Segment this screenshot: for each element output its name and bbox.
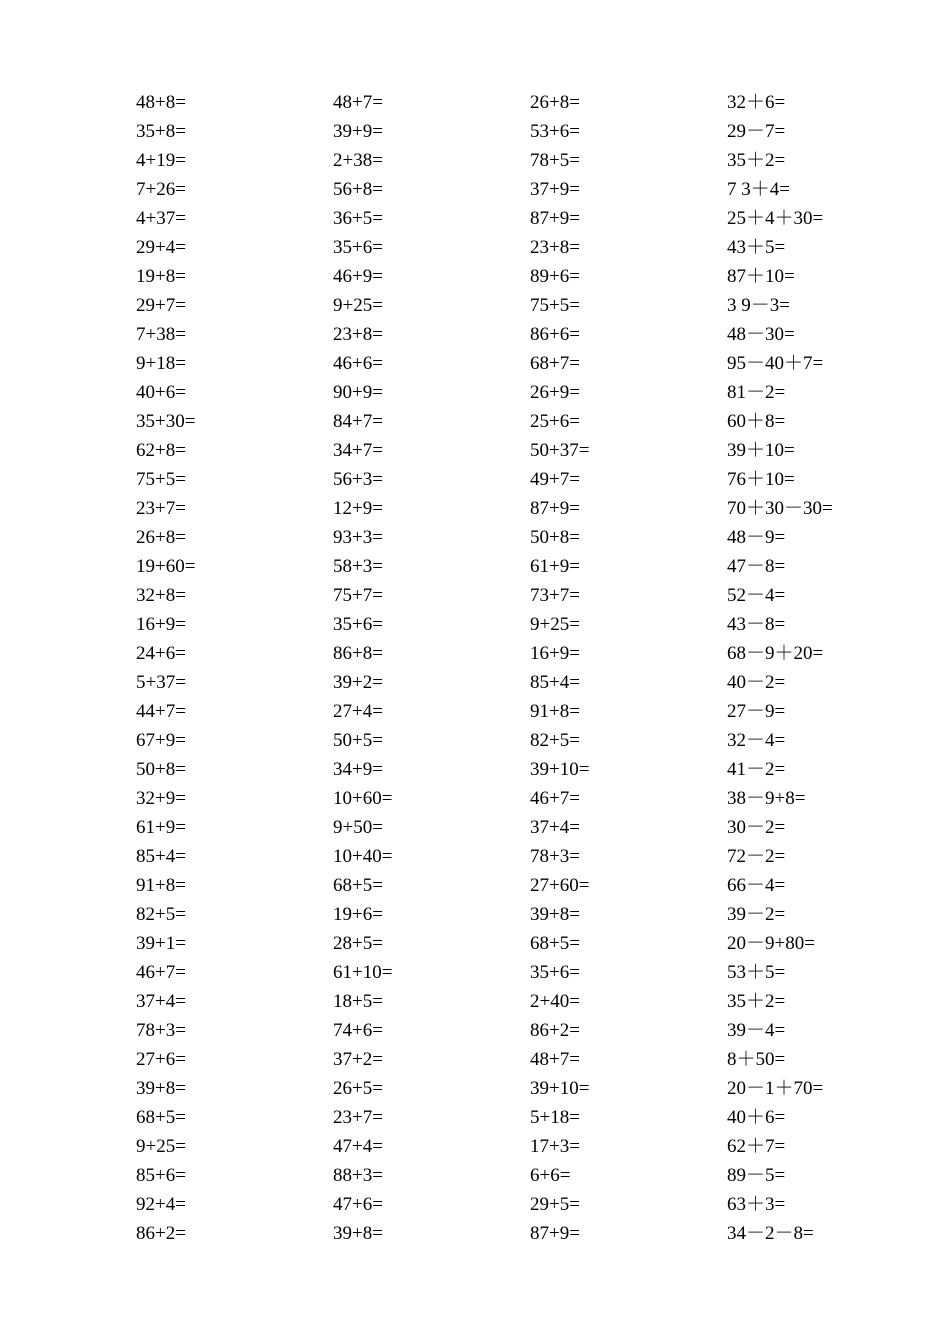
arithmetic-problem: 39+9= <box>333 121 383 142</box>
arithmetic-problem: 35+8= <box>136 121 186 142</box>
arithmetic-problem: 34－2－8= <box>727 1223 814 1244</box>
arithmetic-problem: 36+5= <box>333 208 383 229</box>
arithmetic-problem: 89－5= <box>727 1165 786 1186</box>
arithmetic-problem: 39+1= <box>136 933 186 954</box>
arithmetic-problem: 25＋4＋30= <box>727 208 824 229</box>
arithmetic-problem: 58+3= <box>333 556 383 577</box>
arithmetic-problem: 60＋8= <box>727 411 786 432</box>
arithmetic-problem: 39－2= <box>727 904 786 925</box>
arithmetic-problem: 88+3= <box>333 1165 383 1186</box>
arithmetic-problem: 4+19= <box>136 150 186 171</box>
arithmetic-problem: 86+2= <box>530 1020 580 1041</box>
arithmetic-problem: 16+9= <box>136 614 186 635</box>
arithmetic-problem: 32＋6= <box>727 92 786 113</box>
arithmetic-problem: 91+8= <box>136 875 186 896</box>
problem-column-3 <box>530 88 720 1248</box>
arithmetic-problem: 68+7= <box>530 353 580 374</box>
arithmetic-problem: 8＋50= <box>727 1049 786 1070</box>
arithmetic-problem: 86+2= <box>136 1223 186 1244</box>
arithmetic-problem: 61+9= <box>136 817 186 838</box>
arithmetic-problem: 6+6= <box>530 1165 571 1186</box>
arithmetic-problem: 40＋6= <box>727 1107 786 1128</box>
arithmetic-problem: 66－4= <box>727 875 786 896</box>
arithmetic-problem: 74+6= <box>333 1020 383 1041</box>
arithmetic-problem: 62+8= <box>136 440 186 461</box>
arithmetic-problem: 90+9= <box>333 382 383 403</box>
arithmetic-problem: 38－9+8= <box>727 788 806 809</box>
arithmetic-problem: 35+30= <box>136 411 196 432</box>
arithmetic-problem: 39＋10= <box>727 440 795 461</box>
arithmetic-problem: 95－40＋7= <box>727 353 824 374</box>
arithmetic-problem: 68－9＋20= <box>727 643 824 664</box>
arithmetic-problem: 19+6= <box>333 904 383 925</box>
arithmetic-problem: 50+37= <box>530 440 590 461</box>
arithmetic-problem: 29+5= <box>530 1194 580 1215</box>
arithmetic-problem: 37+2= <box>333 1049 383 1070</box>
arithmetic-problem: 29+7= <box>136 295 186 316</box>
arithmetic-problem: 37+4= <box>136 991 186 1012</box>
arithmetic-problem: 24+6= <box>136 643 186 664</box>
arithmetic-problem: 19+60= <box>136 556 196 577</box>
arithmetic-problem: 7+26= <box>136 179 186 200</box>
arithmetic-problem: 27+60= <box>530 875 590 896</box>
arithmetic-problem: 16+9= <box>530 643 580 664</box>
arithmetic-problem: 10+40= <box>333 846 393 867</box>
arithmetic-problem: 48－9= <box>727 527 786 548</box>
arithmetic-problem: 53＋5= <box>727 962 786 983</box>
arithmetic-problem: 56+8= <box>333 179 383 200</box>
arithmetic-problem: 7+38= <box>136 324 186 345</box>
problem-column-4 <box>727 88 917 1248</box>
arithmetic-problem: 37+4= <box>530 817 580 838</box>
arithmetic-problem: 46+6= <box>333 353 383 374</box>
arithmetic-problem: 78+3= <box>136 1020 186 1041</box>
arithmetic-problem: 39+2= <box>333 672 383 693</box>
arithmetic-problem: 76＋10= <box>727 469 795 490</box>
arithmetic-problem: 26+9= <box>530 382 580 403</box>
arithmetic-problem: 49+7= <box>530 469 580 490</box>
arithmetic-problem: 34+7= <box>333 440 383 461</box>
arithmetic-problem: 39－4= <box>727 1020 786 1041</box>
arithmetic-problem: 27+4= <box>333 701 383 722</box>
arithmetic-problem: 47－8= <box>727 556 786 577</box>
arithmetic-problem: 35+6= <box>333 614 383 635</box>
arithmetic-problem: 75+5= <box>530 295 580 316</box>
arithmetic-problem: 50+8= <box>136 759 186 780</box>
arithmetic-problem: 46+9= <box>333 266 383 287</box>
arithmetic-problem: 23+7= <box>333 1107 383 1128</box>
arithmetic-problem: 47+6= <box>333 1194 383 1215</box>
arithmetic-problem: 26+8= <box>530 92 580 113</box>
arithmetic-problem: 82+5= <box>530 730 580 751</box>
arithmetic-problem: 37+9= <box>530 179 580 200</box>
arithmetic-problem: 39+8= <box>136 1078 186 1099</box>
arithmetic-problem: 89+6= <box>530 266 580 287</box>
arithmetic-problem: 91+8= <box>530 701 580 722</box>
arithmetic-problem: 44+7= <box>136 701 186 722</box>
arithmetic-problem: 68+5= <box>136 1107 186 1128</box>
arithmetic-problem: 17+3= <box>530 1136 580 1157</box>
arithmetic-problem: 39+8= <box>530 904 580 925</box>
arithmetic-problem: 9+25= <box>530 614 580 635</box>
arithmetic-problem: 78+3= <box>530 846 580 867</box>
arithmetic-problem: 41－2= <box>727 759 786 780</box>
arithmetic-problem: 28+5= <box>333 933 383 954</box>
arithmetic-problem: 48+8= <box>136 92 186 113</box>
arithmetic-problem: 20－9+80= <box>727 933 815 954</box>
arithmetic-problem: 63＋3= <box>727 1194 786 1215</box>
arithmetic-problem: 4+37= <box>136 208 186 229</box>
arithmetic-problem: 82+5= <box>136 904 186 925</box>
arithmetic-problem: 23+7= <box>136 498 186 519</box>
arithmetic-problem: 5+18= <box>530 1107 580 1128</box>
arithmetic-problem: 87+9= <box>530 1223 580 1244</box>
arithmetic-problem: 70＋30－30= <box>727 498 833 519</box>
arithmetic-problem: 25+6= <box>530 411 580 432</box>
arithmetic-problem: 52－4= <box>727 585 786 606</box>
arithmetic-problem: 39+8= <box>333 1223 383 1244</box>
arithmetic-problem: 86+6= <box>530 324 580 345</box>
arithmetic-problem: 61+10= <box>333 962 393 983</box>
arithmetic-problem: 3 9－3= <box>727 295 790 316</box>
arithmetic-problem: 2+40= <box>530 991 580 1012</box>
arithmetic-problem: 72－2= <box>727 846 786 867</box>
problem-column-1 <box>136 88 326 1248</box>
arithmetic-problem: 50+5= <box>333 730 383 751</box>
arithmetic-problem: 86+8= <box>333 643 383 664</box>
arithmetic-problem: 85+4= <box>136 846 186 867</box>
arithmetic-problem: 87+9= <box>530 208 580 229</box>
arithmetic-problem: 19+8= <box>136 266 186 287</box>
arithmetic-problem: 50+8= <box>530 527 580 548</box>
arithmetic-problem: 18+5= <box>333 991 383 1012</box>
arithmetic-problem: 35＋2= <box>727 991 786 1012</box>
arithmetic-problem: 35＋2= <box>727 150 786 171</box>
arithmetic-problem: 9+18= <box>136 353 186 374</box>
arithmetic-problem: 35+6= <box>530 962 580 983</box>
arithmetic-problem: 32+9= <box>136 788 186 809</box>
arithmetic-problem: 43＋5= <box>727 237 786 258</box>
arithmetic-problem: 39+10= <box>530 1078 590 1099</box>
arithmetic-problem: 84+7= <box>333 411 383 432</box>
arithmetic-problem: 5+37= <box>136 672 186 693</box>
problem-column-2 <box>333 88 523 1248</box>
arithmetic-problem: 87＋10= <box>727 266 795 287</box>
arithmetic-problem: 30－2= <box>727 817 786 838</box>
arithmetic-problem: 32－4= <box>727 730 786 751</box>
arithmetic-problem: 46+7= <box>136 962 186 983</box>
arithmetic-problem: 23+8= <box>333 324 383 345</box>
arithmetic-problem: 93+3= <box>333 527 383 548</box>
arithmetic-problem: 26+5= <box>333 1078 383 1099</box>
arithmetic-problem: 29+4= <box>136 237 186 258</box>
arithmetic-problem: 7 3＋4= <box>727 179 790 200</box>
arithmetic-problem: 87+9= <box>530 498 580 519</box>
arithmetic-problem: 47+4= <box>333 1136 383 1157</box>
arithmetic-problem: 48－30= <box>727 324 795 345</box>
arithmetic-problem: 2+38= <box>333 150 383 171</box>
arithmetic-problem: 92+4= <box>136 1194 186 1215</box>
arithmetic-problem: 43－8= <box>727 614 786 635</box>
arithmetic-problem: 32+8= <box>136 585 186 606</box>
arithmetic-problem: 62＋7= <box>727 1136 786 1157</box>
arithmetic-problem: 39+10= <box>530 759 590 780</box>
arithmetic-problem: 35+6= <box>333 237 383 258</box>
arithmetic-problem: 40+6= <box>136 382 186 403</box>
arithmetic-problem: 61+9= <box>530 556 580 577</box>
arithmetic-problem: 46+7= <box>530 788 580 809</box>
arithmetic-problem: 85+6= <box>136 1165 186 1186</box>
arithmetic-problem: 53+6= <box>530 121 580 142</box>
arithmetic-problem: 73+7= <box>530 585 580 606</box>
arithmetic-problem: 27+6= <box>136 1049 186 1070</box>
arithmetic-problem: 29－7= <box>727 121 786 142</box>
arithmetic-problem: 78+5= <box>530 150 580 171</box>
arithmetic-problem: 48+7= <box>333 92 383 113</box>
arithmetic-problem: 12+9= <box>333 498 383 519</box>
arithmetic-problem: 23+8= <box>530 237 580 258</box>
arithmetic-problem: 81－2= <box>727 382 786 403</box>
arithmetic-problem: 68+5= <box>530 933 580 954</box>
arithmetic-problem: 48+7= <box>530 1049 580 1070</box>
arithmetic-problem: 20－1＋70= <box>727 1078 824 1099</box>
arithmetic-problem: 26+8= <box>136 527 186 548</box>
arithmetic-problem: 56+3= <box>333 469 383 490</box>
arithmetic-problem: 68+5= <box>333 875 383 896</box>
arithmetic-problem: 75+7= <box>333 585 383 606</box>
arithmetic-problem: 34+9= <box>333 759 383 780</box>
arithmetic-problem: 10+60= <box>333 788 393 809</box>
arithmetic-problem: 40－2= <box>727 672 786 693</box>
arithmetic-problem: 85+4= <box>530 672 580 693</box>
arithmetic-problem: 9+25= <box>333 295 383 316</box>
arithmetic-problem: 9+25= <box>136 1136 186 1157</box>
arithmetic-problem: 9+50= <box>333 817 383 838</box>
arithmetic-problem: 67+9= <box>136 730 186 751</box>
arithmetic-problem: 27－9= <box>727 701 786 722</box>
arithmetic-problem: 75+5= <box>136 469 186 490</box>
